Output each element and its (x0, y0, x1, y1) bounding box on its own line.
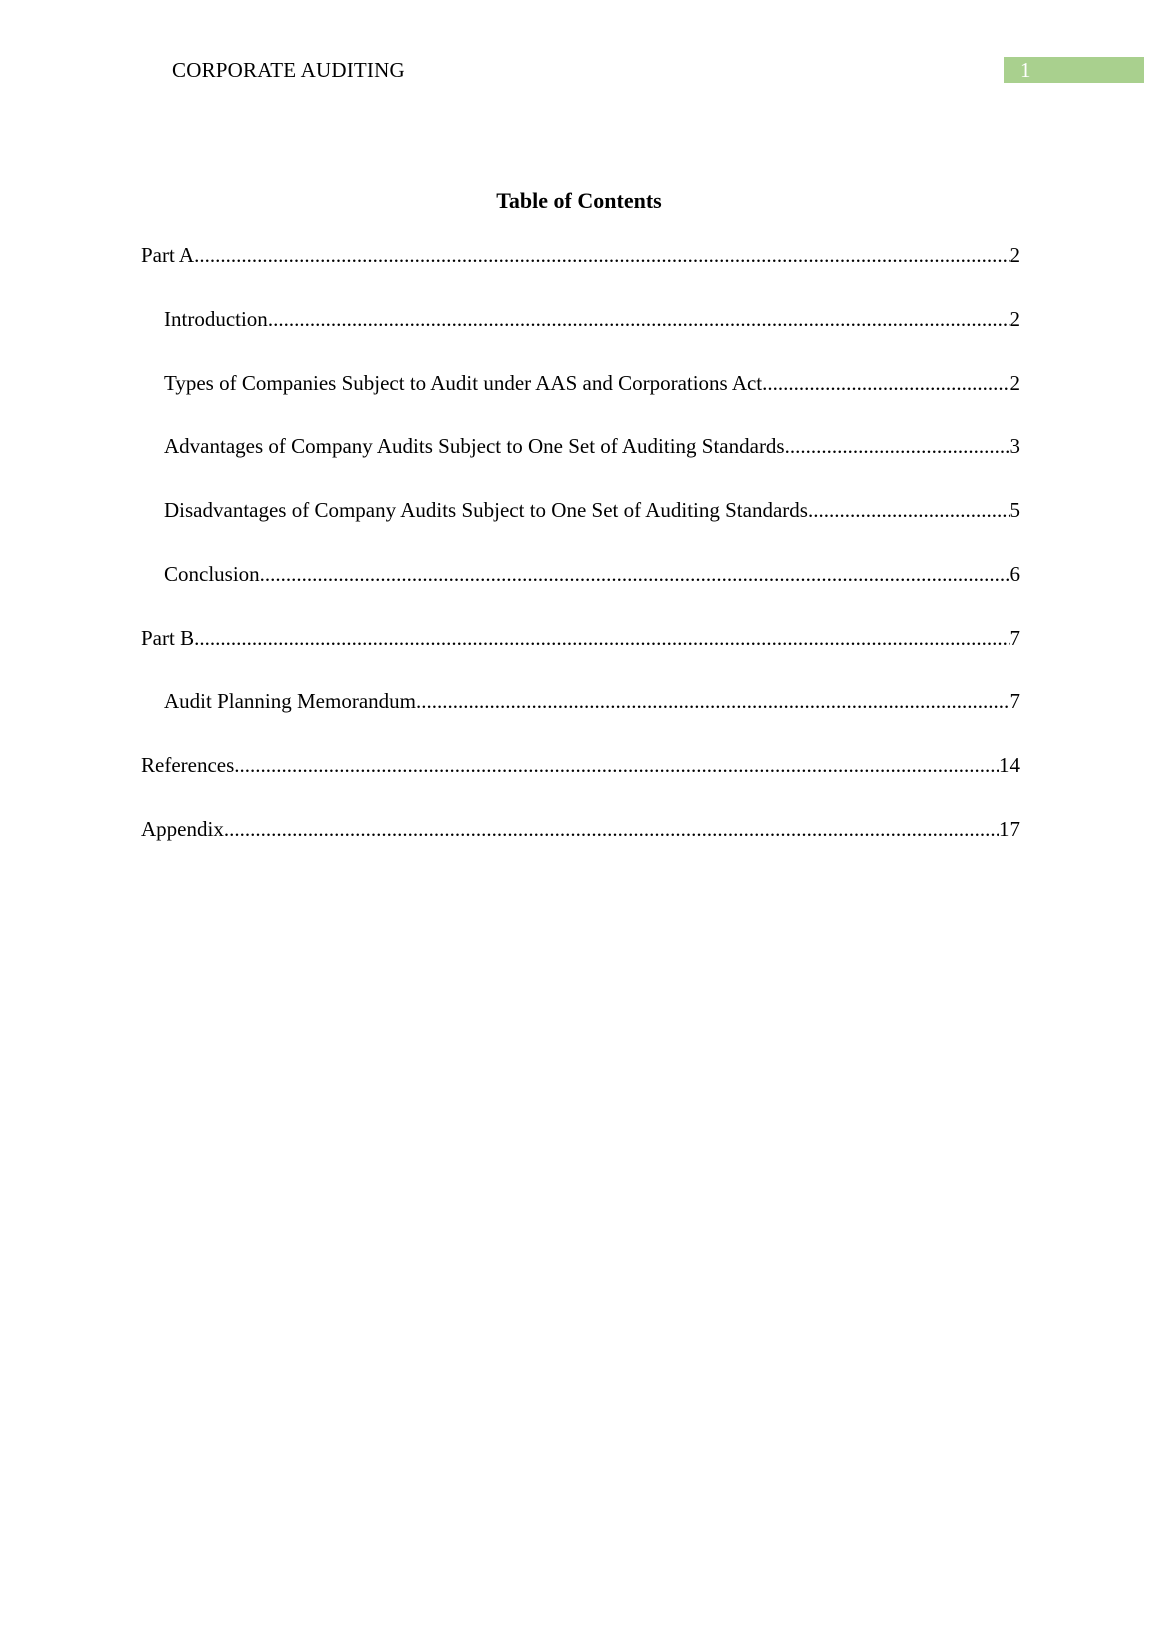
toc-dot-leader (416, 686, 1010, 716)
toc-dot-leader (808, 495, 1010, 525)
toc-entry-page: 7 (1009, 625, 1020, 650)
toc-entry-page: 14 (999, 753, 1020, 777)
toc-entry-page: 5 (1009, 498, 1020, 522)
toc-entry-label: Disadvantages of Company Audits Subject to One Set of Auditing Standards (164, 498, 808, 522)
toc-entry-label: Part B (141, 625, 195, 650)
toc-entry-label: Types of Companies Subject to Audit under AAS and Corporations Act (164, 370, 763, 395)
toc-dot-leader (194, 240, 1009, 270)
toc-entry-page: 2 (1009, 243, 1020, 267)
toc-entry-label: Conclusion (164, 561, 260, 586)
toc-entry-label: Advantages of Company Audits Subject to One Set of Auditing Standards (164, 434, 785, 459)
toc-entry-page: 6 (1009, 561, 1020, 586)
toc-entry-label: Audit Planning Memorandum (164, 689, 416, 714)
toc-entry-audit-planning-memorandum[interactable] (141, 686, 1020, 750)
toc-entry-types-of-companies[interactable] (141, 368, 1020, 432)
toc-entry-label: References (141, 753, 235, 777)
toc-dot-leader (762, 368, 1009, 398)
page-number-box (1004, 57, 1144, 83)
toc-entry-page: 3 (1009, 434, 1020, 459)
toc-heading: Table of Contents (496, 188, 662, 213)
toc-entry-part-a[interactable] (141, 240, 1020, 304)
toc-entry-label: Introduction (164, 306, 268, 331)
toc-entry-advantages[interactable] (141, 431, 1020, 495)
toc-dot-leader (785, 431, 1010, 461)
toc-entry-page: 17 (999, 816, 1020, 841)
toc-entry-references[interactable] (141, 750, 1020, 814)
toc-entry-page: 2 (1009, 306, 1020, 331)
toc-entry-page: 7 (1009, 689, 1020, 714)
toc-dot-leader (268, 304, 1010, 334)
running-header-title: CORPORATE AUDITING (172, 58, 405, 82)
toc-entry-introduction[interactable] (141, 304, 1020, 368)
toc-dot-leader (234, 750, 999, 780)
toc-dot-leader (260, 559, 1010, 589)
toc-entry-conclusion[interactable] (141, 559, 1020, 623)
toc-dot-leader (194, 623, 1009, 653)
toc-entry-appendix[interactable] (141, 814, 1020, 878)
toc-entry-label: Appendix (141, 816, 224, 841)
page-number: 1 (1020, 58, 1031, 82)
toc-entry-page: 2 (1009, 370, 1020, 395)
table-of-contents (141, 240, 1020, 878)
toc-dot-leader (224, 814, 999, 844)
toc-entry-label: Part A (141, 243, 195, 267)
toc-entry-disadvantages[interactable] (141, 495, 1020, 559)
toc-entry-part-b[interactable] (141, 623, 1020, 687)
